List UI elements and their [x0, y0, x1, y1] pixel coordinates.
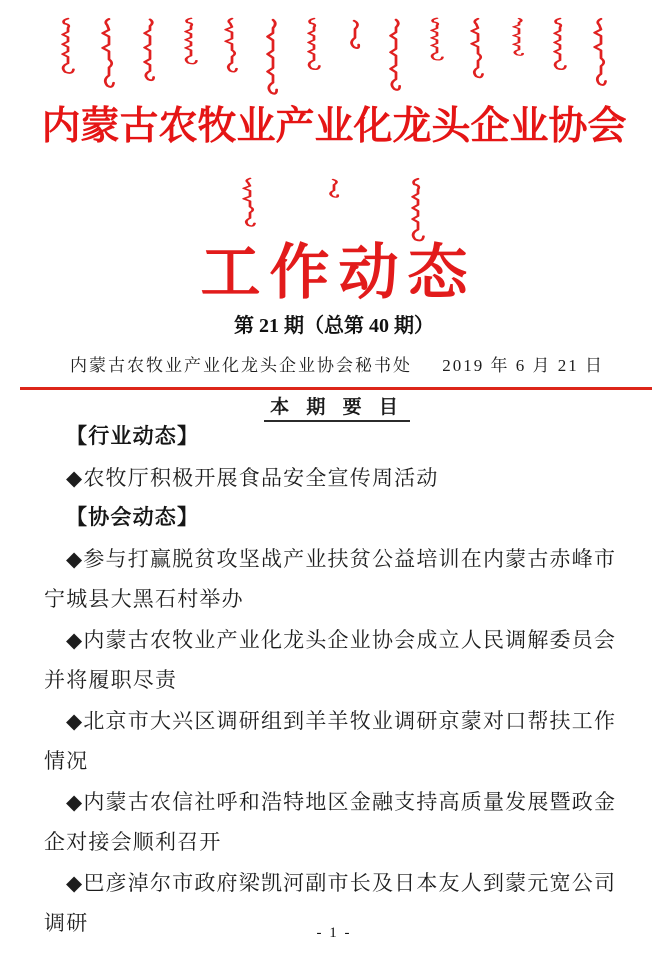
issue-number: 第 21 期（总第 40 期）	[234, 315, 434, 337]
toc-entry: ◆内蒙古农牧业产业化龙头企业协会成立人民调解委员会并将履职尽责	[44, 627, 617, 692]
mongolian-script-icon	[304, 17, 324, 73]
header-divider-rule	[20, 387, 652, 390]
page-number: - 1 -	[316, 925, 352, 941]
mongolian-script-icon	[386, 17, 406, 93]
mongolian-script-icon	[99, 17, 119, 91]
toc-heading: 本 期 要 目	[264, 392, 410, 422]
mongolian-script-icon	[181, 17, 201, 67]
mongolian-script-icon	[240, 177, 260, 229]
mongolian-script-icon	[324, 177, 344, 199]
mongolian-script-icon	[140, 17, 160, 83]
toc-section-header: 【协会动态】	[66, 506, 200, 529]
bulletin-title: 工作动态	[200, 240, 477, 306]
mongolian-script-icon	[591, 17, 611, 89]
toc-entry: ◆巴彦淖尔市政府梁凯河副市长及日本友人到蒙元宽公司调研	[44, 870, 617, 935]
toc-entry: ◆农牧厅积极开展食品安全宣传周活动	[66, 465, 439, 490]
toc-section-header: 【行业动态】	[66, 425, 200, 448]
mongolian-script-icon	[550, 17, 570, 73]
organization-title: 内蒙古农牧业产业化龙头企业协会	[41, 105, 627, 148]
issue-date: 2019 年 6 月 21 日	[442, 356, 604, 375]
toc-entry: ◆参与打赢脱贫攻坚战产业扶贫公益培训在内蒙古赤峰市宁城县大黑石村举办	[44, 546, 617, 611]
toc-entry: ◆内蒙古农信社呼和浩特地区金融支持高质量发展暨政金企对接会顺利召开	[44, 789, 617, 854]
publisher-row	[0, 351, 668, 376]
toc-list	[44, 417, 630, 944]
mongolian-script-icon	[427, 17, 447, 63]
mongolian-script-icon	[468, 17, 488, 81]
toc-entry: ◆北京市大兴区调研组到羊羊牧业调研京蒙对口帮扶工作情况	[44, 708, 617, 773]
secretariat-name: 内蒙古农牧业产业化龙头企业协会秘书处	[70, 356, 412, 375]
mongolian-script-icon	[263, 17, 283, 97]
mongolian-script-icon	[509, 17, 529, 57]
mongolian-script-banner	[0, 17, 668, 99]
mongolian-script-icon	[58, 17, 78, 77]
mongolian-script-icon	[222, 17, 242, 75]
mongolian-script-icon	[345, 17, 365, 51]
